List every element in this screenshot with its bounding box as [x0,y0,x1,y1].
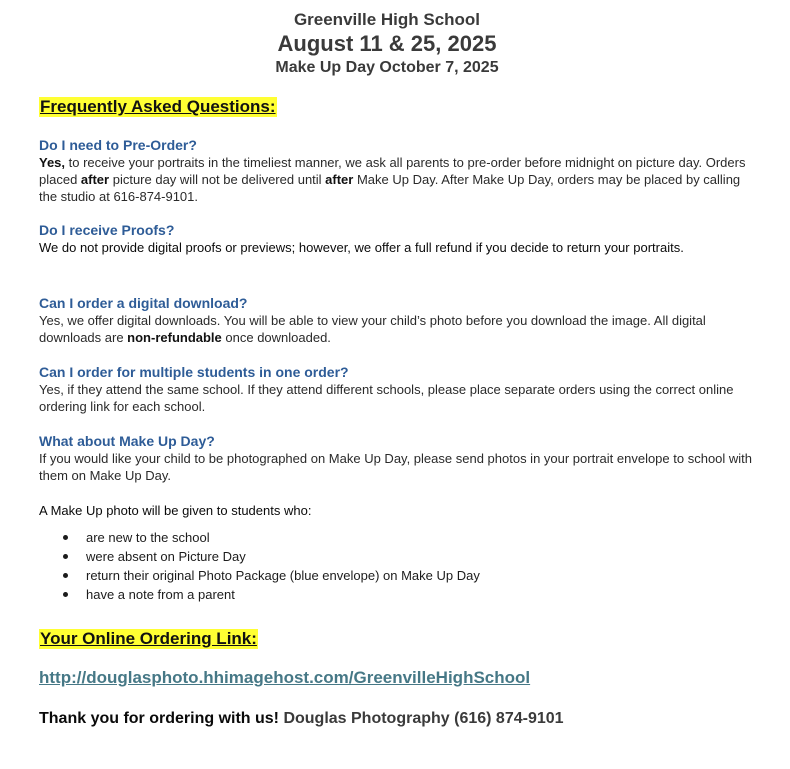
answer-text: picture day will not be delivered until [109,172,326,187]
faq-answer: If you would like your child to be photographed on Make Up Day, please send photos in your portrait envelope to school with them on Make Up Day. [39,451,753,483]
faq-item-proofs [39,222,759,256]
faq-answer [39,154,759,205]
list-item: are new to the school [86,528,759,547]
ordering-heading-block [39,629,759,649]
makeup-intro-block [39,502,759,519]
thanks-message: Thank you for ordering with us! [39,710,279,727]
makeup-reasons-list [39,528,759,604]
makeup-intro: A Make Up photo will be given to students who: [39,503,312,518]
makeup-day-date: Make Up Day October 7, 2025 [275,59,499,76]
answer-text: Yes, we offer digital downloads. You will be able to view your child’s photo before you download the image. All digital downloads are [39,313,706,345]
answer-text: Make Up Day. After Make Up Day, orders may be placed by calling the studio at 616-874-9101. [39,172,741,204]
faq-question: What about Make Up Day? [39,433,215,449]
list-item: were absent on Picture Day [86,547,759,566]
list-item: have a note from a parent [86,585,759,604]
faq-item-preorder [39,137,759,205]
faq-item-makeup [39,433,759,484]
faq-heading-block [39,97,759,117]
thanks-block [39,709,759,729]
answer-emphasis: after [80,172,110,187]
faq-item-download [39,295,759,346]
faq-question: Can I order a digital download? [39,295,248,311]
faq-question: Do I receive Proofs? [39,222,175,238]
studio-contact: Douglas Photography (616) 874-9101 [279,710,564,727]
answer-emphasis: after [325,172,354,187]
makeup-reasons-block [39,528,759,604]
faq-item-multiple [39,364,759,415]
answer-text: once downloaded. [221,330,331,345]
picture-dates: August 11 & 25, 2025 [277,31,497,56]
thanks-line [39,709,759,729]
school-name: Greenville High School [293,10,481,29]
answer-text: to receive your portraits in the timeliest manner, we ask all parents to pre-order before midnight on picture day. Orders placed [39,155,746,187]
faq-question: Can I order for multiple students in one order? [39,364,349,380]
faq-answer [39,312,759,346]
document-header [0,0,790,78]
answer-emphasis: Yes, [39,155,66,170]
ordering-link-block [39,668,759,688]
faq-heading: Frequently Asked Questions: [40,97,276,116]
ordering-link[interactable]: http://douglasphoto.hhimagehost.com/GreenvilleHighSchool [39,668,531,687]
list-item: return their original Photo Package (blue envelope) on Make Up Day [86,566,759,585]
ordering-heading: Your Online Ordering Link: [40,629,257,648]
faq-answer: Yes, if they attend the same school. If they attend different schools, please place separate orders using the correct online ordering link for each school. [39,382,734,414]
faq-question: Do I need to Pre-Order? [39,137,197,153]
answer-emphasis: non-refundable [127,330,222,345]
faq-answer: We do not provide digital proofs or previews; however, we offer a full refund if you decide to return your portraits. [39,240,684,255]
